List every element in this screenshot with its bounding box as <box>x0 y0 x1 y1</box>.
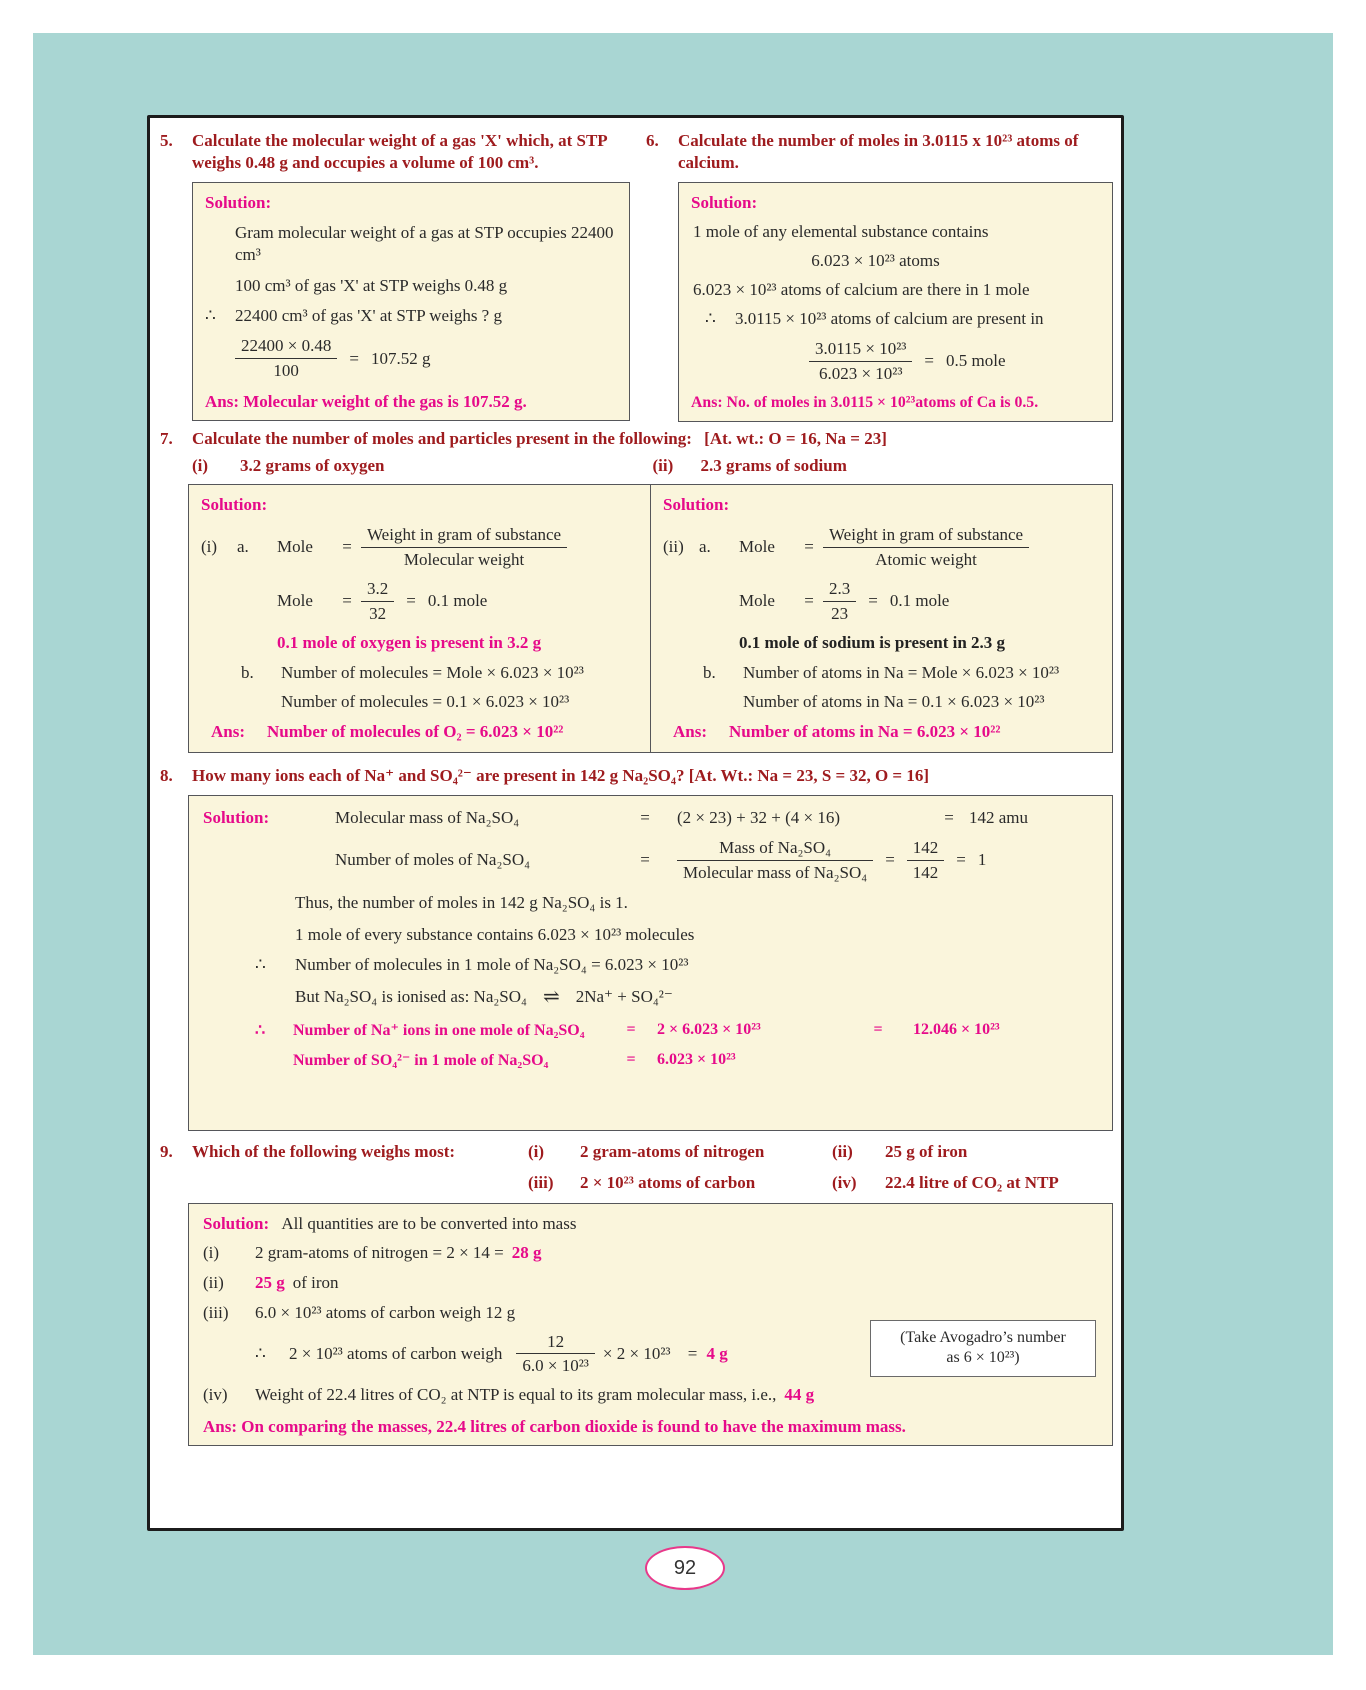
problem-7-title-text: Calculate the number of moles and particles present in the following: <box>192 429 692 449</box>
problem-5-number: 5. <box>160 131 173 150</box>
q6-line-2: 6.023 × 10²³ atoms <box>811 251 940 271</box>
q7ii-answer-text: Number of atoms in Na = 6.023 × 10²² <box>729 722 1001 742</box>
q8-answer-na-ions <box>203 1020 1098 1040</box>
q8-row-number-of-moles <box>203 838 1098 882</box>
q5-line-1: Gram molecular weight of a gas at STP occupies 22400 cm³ <box>235 223 614 265</box>
equals-sign: = <box>626 1020 636 1038</box>
q5-line-3-text: 22400 cm³ of gas 'X' at STP weighs ? g <box>235 306 502 326</box>
q8-m2-label: Number of SO₄²⁻ in 1 mole of Na₂SO₄ <box>293 1051 549 1069</box>
q8-m1-value-1: 2 × 6.023 × 10²³ <box>657 1020 761 1038</box>
therefore-symbol: ∴ <box>255 1343 266 1363</box>
q7ii-value-fraction <box>823 579 856 623</box>
mole-word: Mole <box>277 537 313 557</box>
ans-label: Ans: <box>673 722 708 742</box>
problem-6-title: Calculate the number of moles in 3.0115 x 10²³ atoms of calcium. <box>678 131 1079 173</box>
q7ii-definition-fraction <box>823 525 1029 569</box>
q7ii-answer <box>673 722 1100 742</box>
equals-sign: = <box>349 348 359 368</box>
q8-m2-value: 6.023 × 10²³ <box>657 1050 736 1068</box>
q9-row-i <box>203 1242 1098 1264</box>
q7i-answer <box>211 722 638 742</box>
problem-5-solution-box <box>192 182 630 421</box>
q5-fraction <box>235 336 337 380</box>
fraction-numerator: 22400 × 0.48 <box>241 336 332 356</box>
q9-carbon-value: 4 g <box>706 1343 728 1363</box>
problem-9 <box>160 1141 1113 1446</box>
problem-5-heading <box>160 130 630 174</box>
q9-solution-intro-text: All quantities are to be converted into mass <box>281 1213 577 1233</box>
q6-line-4-text: 3.0115 × 10²³ atoms of calcium are present in <box>735 309 1044 329</box>
problem-8-number: 8. <box>160 766 173 786</box>
q8-line-ionised <box>295 984 1098 1010</box>
q8-line-thus: Thus, the number of moles in 142 g Na₂SO₄ is 1. <box>295 893 628 913</box>
problem-7-solution-box <box>188 484 1113 753</box>
equals-sign: = <box>804 591 814 611</box>
row-iii-label: (iii) <box>203 1302 229 1322</box>
q7i-mole-definition <box>201 525 638 569</box>
q9-row-iii-text: 6.0 × 10²³ atoms of carbon weigh 12 g <box>255 1302 516 1322</box>
q7i-part-b-line-1 <box>241 663 638 683</box>
option-iv-text: 22.4 litre of CO₂ at NTP <box>885 1173 1059 1193</box>
q7ii-highlight: 0.1 mole of sodium is present in 2.3 g <box>739 633 1006 653</box>
problem-7-item-ii <box>653 456 1114 476</box>
q9-row-iv-value: 44 g <box>784 1384 815 1404</box>
fraction-numerator: 12 <box>547 1331 565 1351</box>
q5-line-3 <box>205 306 617 326</box>
q8-line-molecules <box>203 955 1098 975</box>
problem-8-title: How many ions each of Na⁺ and SO₄²⁻ are present in 142 g Na₂SO₄? [At. Wt.: Na = 23, S = 32, O = 16] <box>192 766 930 786</box>
part-a-label: a. <box>699 537 711 557</box>
q6-line-3: 6.023 × 10²³ atoms of calcium are there in 1 mole <box>693 280 1030 300</box>
q9-row-i-value: 28 g <box>511 1242 542 1262</box>
fraction-denominator: 23 <box>823 601 856 624</box>
option-i-text: 2 gram-atoms of nitrogen <box>580 1142 765 1162</box>
problem-7-atomic-weights: [At. wt.: O = 16, Na = 23] <box>704 429 887 449</box>
solution-label: Solution: <box>201 495 268 515</box>
equilibrium-arrow: ⇌ <box>542 985 560 1008</box>
q9-answer: Ans: On comparing the masses, 22.4 litres of carbon dioxide is found to have the maximum mass. <box>203 1417 906 1437</box>
problem-7-title <box>192 428 1113 450</box>
equals-sign: = <box>687 1343 698 1363</box>
q5-result: 107.52 g <box>370 348 431 368</box>
q8-142-fraction <box>907 838 945 882</box>
problem-5 <box>160 130 630 422</box>
mole-word: Mole <box>739 591 775 611</box>
problem-8-solution-box <box>188 795 1113 1131</box>
equals-sign: = <box>873 1020 883 1038</box>
problems-5-6-row <box>160 130 1113 422</box>
row-iv-label: (iv) <box>203 1384 228 1404</box>
item-ii-text: 2.3 grams of sodium <box>700 456 847 476</box>
fraction-numerator: 3.2 <box>367 579 389 599</box>
q8-r1-result: 142 amu <box>969 808 1029 828</box>
q6-result: 0.5 mole <box>946 351 1006 371</box>
mole-word: Mole <box>277 591 313 611</box>
problem-9-title: Which of the following weighs most: <box>192 1142 456 1162</box>
q8-line-avogadro: 1 mole of every substance contains 6.023 × 10²³ molecules <box>295 924 695 944</box>
q7i-mole-result: 0.1 mole <box>427 591 488 611</box>
equals-sign: = <box>924 351 934 371</box>
q9-carbon-text: 2 × 10²³ atoms of carbon weigh <box>289 1343 503 1363</box>
equals-sign: = <box>868 591 878 611</box>
q9-row-i-text: 2 gram-atoms of nitrogen = 2 × 14 = <box>255 1242 504 1262</box>
q5-line-2: 100 cm³ of gas 'X' at STP weighs 0.48 g <box>235 276 508 296</box>
fraction-numerator: 3.0115 × 10²³ <box>815 339 907 359</box>
fraction-numerator: 142 <box>912 838 939 858</box>
equals-sign: = <box>640 850 650 870</box>
option-ii-text: 25 g of iron <box>885 1142 968 1162</box>
fraction-numerator: Weight in gram of substance <box>829 525 1024 545</box>
q7ii-b2-text: Number of atoms in Na = 0.1 × 6.023 × 10²³ <box>743 692 1045 712</box>
roman-label: (i) <box>201 537 218 557</box>
fraction-denominator: Molecular weight <box>361 547 567 570</box>
q8-r1-expression: (2 × 23) + 32 + (4 × 16) <box>677 808 840 828</box>
problem-6-solution-box <box>678 182 1113 422</box>
therefore-symbol: ∴ <box>255 1021 266 1039</box>
item-i-label: (i) <box>192 456 209 476</box>
problem-9-solution-box <box>188 1203 1113 1447</box>
problem-7-heading <box>160 428 1113 450</box>
problem-7-items <box>192 456 1113 476</box>
fraction-denominator: 6.023 × 10²³ <box>809 361 912 384</box>
problem-6-heading <box>646 130 1113 174</box>
q9-row-ii <box>203 1272 1098 1294</box>
therefore-symbol: ∴ <box>205 306 216 326</box>
problem-9-options <box>528 1141 1113 1194</box>
ans-label: Ans: <box>211 722 246 742</box>
q7ii-mole-calculation <box>663 579 1100 623</box>
solution-label: Solution: <box>203 1213 270 1233</box>
fraction-numerator: Mass of Na₂SO₄ <box>719 838 832 858</box>
part-b-label: b. <box>241 663 254 683</box>
q9-row-ii-text: of iron <box>292 1272 339 1292</box>
fraction-denominator: Molecular mass of Na₂SO₄ <box>677 860 873 883</box>
problem-7-item-i <box>192 456 653 476</box>
solution-label: Solution: <box>203 808 270 828</box>
fraction-numerator: 2.3 <box>829 579 851 599</box>
equals-sign: = <box>342 537 352 557</box>
problem-5-title: Calculate the molecular weight of a gas 'X' which, at STP weighs 0.48 g and occupies a volume of 100 cm³. <box>192 131 607 173</box>
solution-label: Solution: <box>205 193 272 213</box>
q5-answer: Ans: Molecular weight of the gas is 107.52 g. <box>205 391 527 411</box>
q7i-part-b-line-2 <box>281 692 638 712</box>
problem-9-number: 9. <box>160 1142 173 1162</box>
q8-answer-so4-ions <box>203 1050 1098 1070</box>
option-iii-text: 2 × 10²³ atoms of carbon <box>580 1173 756 1193</box>
problem-6-number: 6. <box>646 131 659 150</box>
equals-sign: = <box>885 850 895 870</box>
q7i-value-fraction <box>361 579 394 623</box>
problem-7-solution-right <box>651 485 1112 752</box>
problem-7-solution-left <box>189 485 651 752</box>
avogadro-note-box <box>870 1320 1096 1378</box>
q7ii-part-b-line-1 <box>703 663 1100 683</box>
page-number-badge <box>645 1546 725 1590</box>
q8-r2-result: 1 <box>977 850 987 870</box>
row-ii-label: (ii) <box>203 1272 224 1292</box>
fraction-numerator: Weight in gram of substance <box>367 525 562 545</box>
q6-line-4 <box>705 309 1100 329</box>
solution-label: Solution: <box>691 193 758 213</box>
option-i-label: (i) <box>528 1142 545 1162</box>
option-ii-label: (ii) <box>832 1142 853 1162</box>
content-panel <box>147 115 1124 1531</box>
q8-row-molecular-mass <box>203 808 1098 828</box>
fraction-denominator: 6.0 × 10²³ <box>516 1353 595 1376</box>
fraction-denominator: 32 <box>361 601 394 624</box>
q8-ionised-rhs: 2Na⁺ + SO₄²⁻ <box>575 986 673 1006</box>
q9-solution-intro <box>203 1214 1098 1234</box>
note-line-2: as 6 × 10²³) <box>946 1349 1020 1367</box>
problem-8-heading <box>160 765 1113 787</box>
q9-row-iv <box>203 1384 1098 1406</box>
problem-8 <box>160 765 1113 1131</box>
part-a-label: a. <box>237 537 249 557</box>
q7i-b2-text: Number of molecules = 0.1 × 6.023 × 10²³ <box>281 692 570 712</box>
option-iv-label: (iv) <box>832 1173 857 1193</box>
solution-label: Solution: <box>663 495 730 515</box>
item-ii-label: (ii) <box>652 456 674 476</box>
q8-mass-fraction <box>677 838 873 882</box>
q8-ionised-lhs: But Na₂SO₄ is ionised as: Na₂SO₄ <box>295 986 527 1006</box>
problem-7-number: 7. <box>160 429 173 449</box>
part-b-label: b. <box>703 663 716 683</box>
q9-row-iv-text: Weight of 22.4 litres of CO₂ at NTP is equal to its gram molecular mass, i.e., <box>255 1384 777 1404</box>
q9-carbon-fraction <box>516 1332 595 1376</box>
q7ii-mole-definition <box>663 525 1100 569</box>
equals-sign: = <box>626 1050 636 1068</box>
q7ii-part-b-line-2 <box>743 692 1100 712</box>
q6-equation <box>809 339 1100 383</box>
q9-carbon-mid: × 2 × 10²³ <box>602 1343 671 1363</box>
q7i-b1-text: Number of molecules = Mole × 6.023 × 10²³ <box>281 663 584 683</box>
option-iii-label: (iii) <box>528 1173 554 1193</box>
q7i-definition-fraction <box>361 525 567 569</box>
fraction-denominator: 142 <box>907 860 945 883</box>
problem-6 <box>646 130 1113 422</box>
q7ii-mole-result: 0.1 mole <box>889 591 950 611</box>
fraction-denominator: Atomic weight <box>823 547 1029 570</box>
note-line-1: (Take Avogadro’s number <box>900 1328 1066 1346</box>
q8-line-molecules-text: Number of molecules in 1 mole of Na₂SO₄ = 6.023 × 10²³ <box>295 954 689 974</box>
roman-label: (ii) <box>663 537 684 557</box>
therefore-symbol: ∴ <box>705 309 716 329</box>
equals-sign: = <box>406 591 416 611</box>
q8-m1-label: Number of Na⁺ ions in one mole of Na₂SO₄ <box>293 1021 585 1039</box>
equals-sign: = <box>804 537 814 557</box>
problem-7 <box>160 428 1113 753</box>
q8-r2-label: Number of moles of Na₂SO₄ <box>335 850 531 870</box>
row-i-label: (i) <box>203 1242 220 1262</box>
problem-9-heading <box>160 1141 1113 1194</box>
equals-sign: = <box>640 808 650 828</box>
mole-word: Mole <box>739 537 775 557</box>
equals-sign: = <box>944 808 954 828</box>
q7i-highlight: 0.1 mole of oxygen is present in 3.2 g <box>277 633 542 653</box>
equals-sign: = <box>342 591 352 611</box>
q7ii-b1-text: Number of atoms in Na = Mole × 6.023 × 10²³ <box>743 663 1060 683</box>
equals-sign: = <box>956 850 966 870</box>
q5-equation <box>235 336 617 380</box>
q6-line-1: 1 mole of any elemental substance contains <box>693 222 989 242</box>
q6-fraction <box>809 339 912 383</box>
item-i-text: 3.2 grams of oxygen <box>240 456 385 476</box>
q8-m1-value-2: 12.046 × 10²³ <box>913 1020 1000 1038</box>
therefore-symbol: ∴ <box>255 954 266 974</box>
q9-row-ii-value: 25 g <box>255 1272 285 1292</box>
fraction-denominator: 100 <box>235 358 337 381</box>
page-number: 92 <box>673 1556 697 1579</box>
q7i-mole-calculation <box>201 579 638 623</box>
q8-r1-label: Molecular mass of Na₂SO₄ <box>335 808 520 828</box>
q6-answer: Ans: No. of moles in 3.0115 × 10²³atoms of Ca is 0.5. <box>691 394 1039 412</box>
q7i-answer-text: Number of molecules of O₂ = 6.023 × 10²² <box>267 722 564 742</box>
